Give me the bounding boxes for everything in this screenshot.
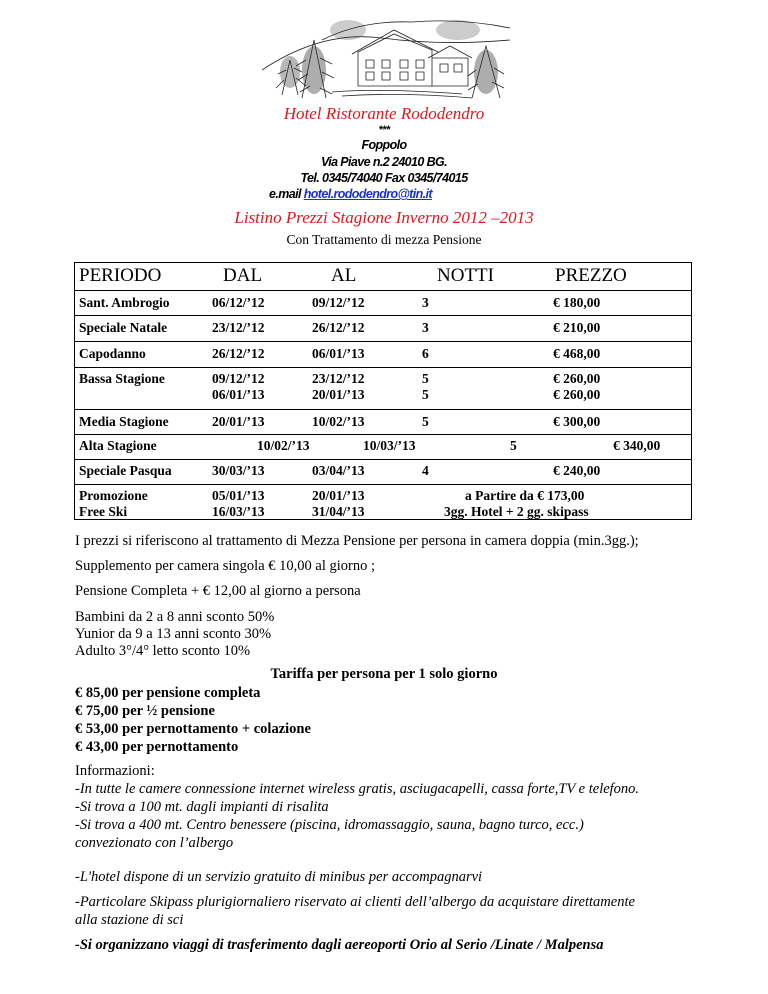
row-periodo: Capodanno: [79, 346, 146, 361]
hotel-phone-fax: Tel. 0345/74040 Fax 0345/74015: [300, 171, 468, 185]
row-dal: 23/12/’12: [212, 320, 265, 335]
header-prezzo: PREZZO: [555, 265, 627, 286]
row-al: 10/03/’13: [363, 438, 416, 453]
hotel-town: Foppolo: [361, 138, 407, 152]
row-dal: 09/12/’12: [212, 371, 265, 386]
promo-price: a Partire da € 173,00: [465, 488, 585, 503]
row-periodo: Bassa Stagione: [79, 371, 165, 386]
promo-package: 3gg. Hotel + 2 gg. skipass: [444, 504, 589, 519]
price-list-title: Listino Prezzi Stagione Inverno 2012 –2013: [234, 208, 534, 227]
row-al: 09/12/’12: [312, 295, 365, 310]
header-dal: DAL: [223, 265, 263, 286]
row-dal: 05/01/’13: [212, 488, 265, 503]
info-line: convezionato con l’albergo: [75, 835, 234, 851]
row-al: 03/04/’13: [312, 463, 365, 478]
daily-rate-item: € 75,00 per ½ pensione: [75, 703, 215, 719]
email-link[interactable]: hotel.rododendro@tin.it: [303, 187, 432, 201]
row-prezzo: € 180,00: [553, 295, 601, 310]
row-dal: 10/02/’13: [257, 438, 310, 453]
row-al-2: 20/01/’13: [312, 387, 365, 402]
note-full-board: Pensione Completa + € 12,00 al giorno a persona: [75, 583, 361, 599]
row-al: 10/02/’13: [312, 414, 365, 429]
row-prezzo: € 300,00: [553, 414, 601, 429]
row-periodo: Alta Stagione: [79, 438, 157, 453]
email-label: e.mail: [269, 187, 301, 201]
header-notti: NOTTI: [437, 265, 494, 286]
info-line: alla stazione di sci: [75, 912, 184, 928]
row-notti: 5: [422, 414, 429, 429]
daily-rate-title: Tariffa per persona per 1 solo giorno: [270, 666, 498, 682]
note-kids-9-13: Yunior da 9 a 13 anni sconto 30%: [75, 626, 272, 642]
header-al: AL: [331, 265, 357, 286]
daily-rate-item: € 85,00 per pensione completa: [75, 685, 261, 701]
daily-rate-item: € 43,00 per pernottamento: [75, 739, 239, 755]
info-line: -L'hotel dispone di un servizio gratuito di minibus per accompagnarvi: [75, 869, 483, 885]
hotel-name: Hotel Ristorante Rododendro: [283, 104, 485, 123]
row-divider: [75, 290, 691, 291]
info-title: Informazioni:: [75, 763, 155, 779]
row-periodo: Promozione: [79, 488, 148, 503]
row-periodo: Media Stagione: [79, 414, 169, 429]
info-line: -Si trova a 100 mt. dagli impianti di risalita: [75, 799, 329, 815]
row-divider: [75, 459, 691, 460]
row-notti: 4: [422, 463, 429, 478]
row-dal: 06/12/’12: [212, 295, 265, 310]
row-divider: [75, 315, 691, 316]
row-divider: [75, 409, 691, 410]
row-prezzo: € 240,00: [553, 463, 601, 478]
price-table: [74, 262, 692, 520]
hotel-stars: ***: [378, 124, 390, 136]
info-line: -Si organizzano viaggi di trasferimento dagli aereoporti Orio al Serio /Linate / Malpensa: [75, 937, 604, 953]
header-periodo: PERIODO: [79, 265, 162, 286]
email-line: [269, 187, 432, 201]
row-divider: [75, 434, 691, 435]
row-al-2: 31/04/’13: [312, 504, 365, 519]
note-single-room: Supplemento per camera singola € 10,00 al giorno ;: [75, 558, 375, 574]
info-line: -Si trova a 400 mt. Centro benessere (piscina, idromassaggio, sauna, bagno turco, ecc.): [75, 817, 584, 833]
row-prezzo: € 260,00: [553, 371, 601, 386]
row-al: 23/12/’12: [312, 371, 365, 386]
row-periodo: Speciale Natale: [79, 320, 168, 335]
row-prezzo: € 468,00: [553, 346, 601, 361]
info-line: -Particolare Skipass plurigiornaliero riservato ai clienti dell’albergo da acquistare direttamente: [75, 894, 635, 910]
row-prezzo-2: € 260,00: [553, 387, 601, 402]
row-notti-2: 5: [422, 387, 429, 402]
row-notti: 5: [510, 438, 517, 453]
row-divider: [75, 341, 691, 342]
hotel-sketch-logo: [262, 0, 510, 102]
row-dal-2: 16/03/’13: [212, 504, 265, 519]
row-prezzo: € 210,00: [553, 320, 601, 335]
row-al: 26/12/’12: [312, 320, 365, 335]
row-divider: [75, 367, 691, 368]
info-line: -In tutte le camere connessione internet wireless gratis, asciugacapelli, cassa forte,TV e telefono.: [75, 781, 640, 797]
row-periodo-2: Free Ski: [79, 504, 128, 519]
row-notti: 5: [422, 371, 429, 386]
note-kids-2-8: Bambini da 2 a 8 anni sconto 50%: [75, 609, 275, 625]
row-dal: 26/12/’12: [212, 346, 265, 361]
note-extra-bed: Adulto 3°/4° letto sconto 10%: [75, 643, 251, 659]
row-notti: 3: [422, 320, 429, 335]
row-dal: 30/03/’13: [212, 463, 265, 478]
row-notti: 6: [422, 346, 429, 361]
price-list-subtitle: Con Trattamento di mezza Pensione: [286, 232, 482, 247]
note-half-board: I prezzi si riferiscono al trattamento di Mezza Pensione per persona in camera doppia (min.3gg.);: [75, 533, 639, 549]
row-al: 20/01/’13: [312, 488, 365, 503]
row-prezzo: € 340,00: [613, 438, 661, 453]
row-divider: [75, 484, 691, 485]
row-al: 06/01/’13: [312, 346, 365, 361]
row-periodo: Sant. Ambrogio: [79, 295, 170, 310]
hotel-address: Via Piave n.2 24010 BG.: [320, 155, 448, 169]
row-periodo: Speciale Pasqua: [79, 463, 172, 478]
row-dal: 20/01/’13: [212, 414, 265, 429]
row-dal-2: 06/01/’13: [212, 387, 265, 402]
daily-rate-item: € 53,00 per pernottamento + colazione: [75, 721, 311, 737]
row-notti: 3: [422, 295, 429, 310]
